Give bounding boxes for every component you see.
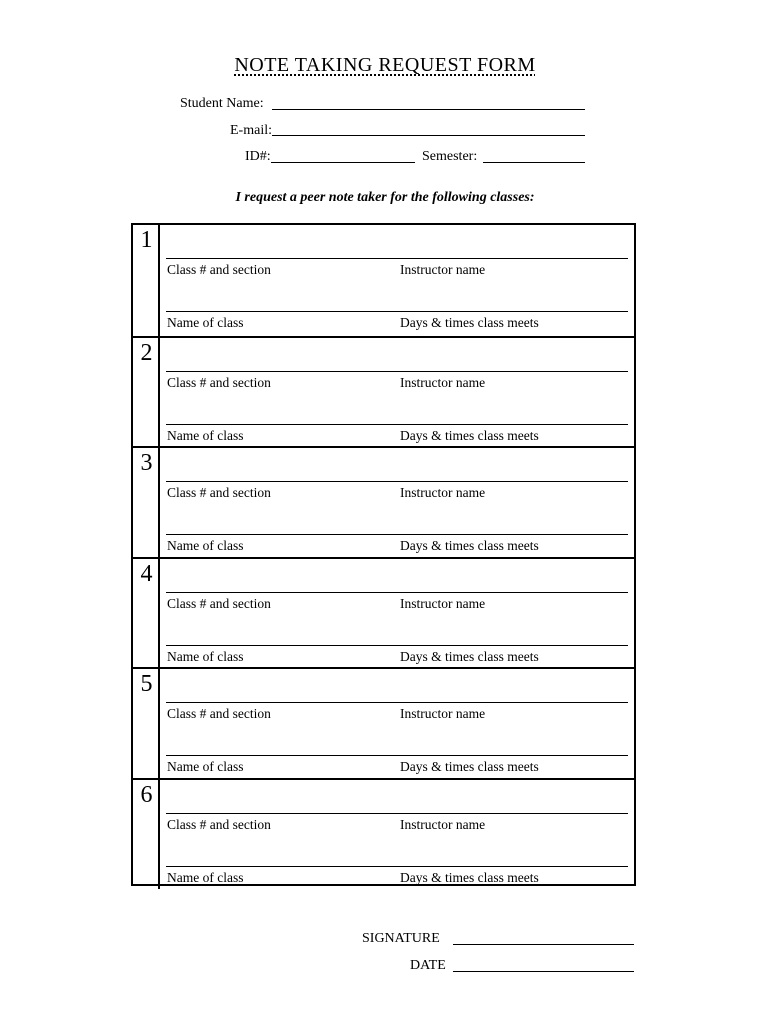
student-name-label: Student Name: <box>180 96 264 111</box>
class-section-label: Class # and section <box>167 485 271 500</box>
row-number: 1 <box>140 227 153 253</box>
class-section-label: Class # and section <box>167 595 271 611</box>
class-row <box>133 667 634 778</box>
instructor-name-label: Instructor name <box>400 374 486 390</box>
email-label: E-mail: <box>230 123 272 138</box>
class-name-days-field[interactable] <box>166 866 628 867</box>
days-times-label: Days & times class meets <box>400 427 539 443</box>
class-name-label: Name of class <box>167 869 244 885</box>
class-name-label: Name of class <box>167 315 244 330</box>
class-table <box>131 223 636 886</box>
row-number-cell <box>133 225 160 336</box>
class-row <box>133 225 634 336</box>
row-number: 3 <box>140 450 153 476</box>
email-field[interactable] <box>272 135 585 136</box>
signature-label: SIGNATURE <box>362 931 440 946</box>
class-name-days-field[interactable] <box>166 755 628 756</box>
days-times-label: Days & times class meets <box>400 538 539 553</box>
class-section-instructor-field[interactable] <box>166 813 628 814</box>
class-section-instructor-field[interactable] <box>166 258 628 259</box>
instructor-name-label: Instructor name <box>400 706 486 721</box>
row-number: 5 <box>140 671 153 697</box>
class-name-days-field[interactable] <box>166 645 628 646</box>
signature-field[interactable] <box>453 944 634 945</box>
instructor-name-label: Instructor name <box>400 595 486 611</box>
form-title: NOTE TAKING REQUEST FORM <box>234 54 536 76</box>
instructor-name-label: Instructor name <box>400 816 486 832</box>
class-section-label: Class # and section <box>167 816 271 832</box>
instructor-name-label: Instructor name <box>400 262 486 277</box>
class-name-label: Name of class <box>167 538 244 553</box>
class-section-instructor-field[interactable] <box>166 592 628 593</box>
class-section-label: Class # and section <box>167 374 271 390</box>
request-statement: I request a peer note taker for the following classes: <box>235 190 535 205</box>
class-row <box>133 446 634 557</box>
student-name-field[interactable] <box>272 109 585 110</box>
class-row <box>133 557 634 668</box>
class-section-label: Class # and section <box>167 262 271 277</box>
class-name-label: Name of class <box>167 759 244 774</box>
row-number-cell <box>133 669 160 778</box>
row-number-cell <box>133 559 160 668</box>
row-number: 2 <box>140 339 153 366</box>
class-name-days-field[interactable] <box>166 534 628 535</box>
instructor-name-label: Instructor name <box>400 485 486 500</box>
row-number-cell <box>133 448 160 557</box>
class-name-days-field[interactable] <box>166 424 628 425</box>
days-times-label: Days & times class meets <box>400 759 539 774</box>
id-label: ID#: <box>245 149 271 164</box>
semester-field[interactable] <box>483 162 585 163</box>
id-field[interactable] <box>271 162 415 163</box>
row-number-cell <box>133 780 160 889</box>
days-times-label: Days & times class meets <box>400 869 539 885</box>
row-number: 6 <box>140 781 153 808</box>
row-number-cell <box>133 338 160 447</box>
date-field[interactable] <box>453 971 634 972</box>
date-label: DATE <box>410 958 446 973</box>
class-row <box>133 778 634 889</box>
class-section-instructor-field[interactable] <box>166 702 628 703</box>
semester-label: Semester: <box>422 149 478 164</box>
class-name-label: Name of class <box>167 648 244 664</box>
class-section-label: Class # and section <box>167 706 271 721</box>
class-name-label: Name of class <box>167 427 244 443</box>
class-row <box>133 336 634 447</box>
days-times-label: Days & times class meets <box>400 648 539 664</box>
class-section-instructor-field[interactable] <box>166 481 628 482</box>
class-section-instructor-field[interactable] <box>166 371 628 372</box>
class-name-days-field[interactable] <box>166 311 628 312</box>
days-times-label: Days & times class meets <box>400 315 539 330</box>
row-number: 4 <box>140 560 153 587</box>
